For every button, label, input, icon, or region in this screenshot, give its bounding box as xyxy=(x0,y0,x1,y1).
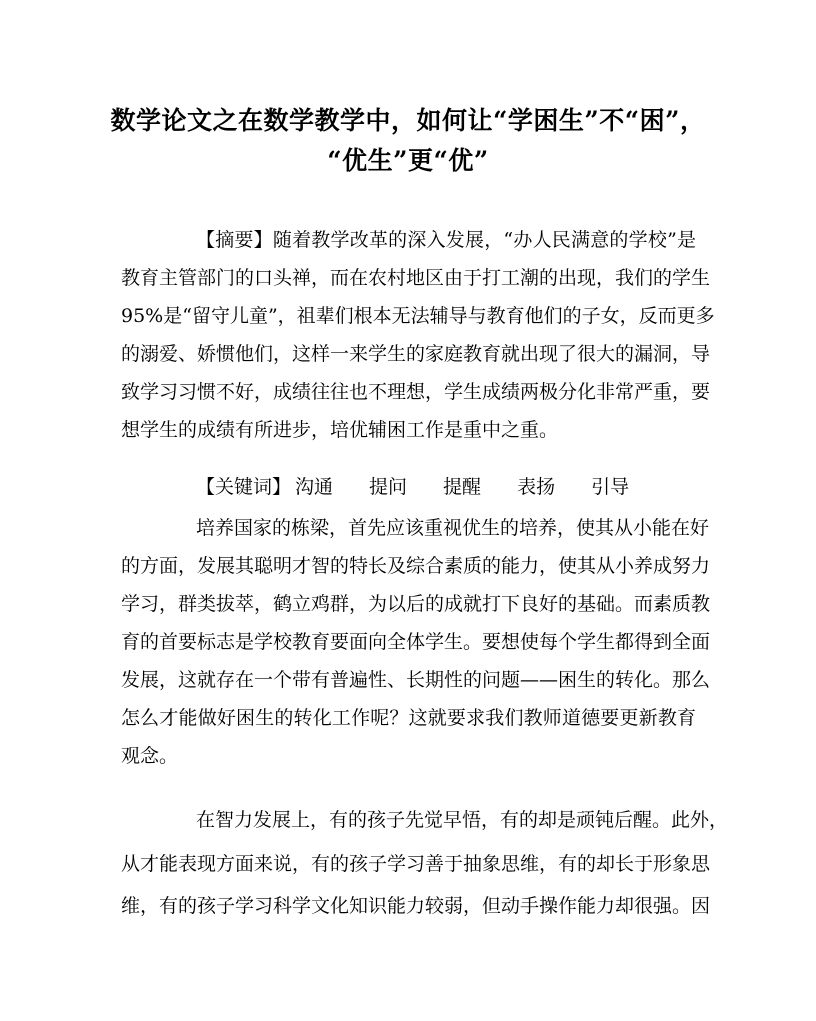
document-title-line-1: 数学论文之在数学教学中，如何让“学困生”不“困”， xyxy=(110,106,706,135)
paragraph-line: 发展，这就存在一个带有普遍性、长期性的问题——困生的转化。那么 xyxy=(121,669,711,691)
keyword: 沟通 xyxy=(295,476,334,498)
abstract-line: 教育主管部门的口头禅，而在农村地区由于打工潮的出现，我们的学生 xyxy=(121,267,711,289)
abstract-line: 致学习习惯不好，成绩往往也不理想，学生成绩两极分化非常严重，要 xyxy=(121,381,711,403)
abstract-line: 的溺爱、娇惯他们，这样一来学生的家庭教育就出现了很大的漏洞，导 xyxy=(121,343,711,365)
keywords-line xyxy=(196,474,629,500)
keyword: 引导 xyxy=(591,476,630,498)
paragraph-line: 维，有的孩子学习科学文化知识能力较弱，但动手操作能力却很强。因 xyxy=(121,895,711,917)
paragraph-line: 的方面，发展其聪明才智的特长及综合素质的能力，使其从小养成努力 xyxy=(121,555,711,577)
paragraph-line: 学习，群类拔萃，鹤立鸡群，为以后的成就打下良好的基础。而素质教 xyxy=(121,593,711,615)
abstract-line: 95%是“留守儿童”，祖辈们根本无法辅导与教育他们的子女，反而更多 xyxy=(121,305,715,327)
abstract-line: 【摘要】随着教学改革的深入发展，“办人民满意的学校”是 xyxy=(196,229,696,251)
keyword: 提问 xyxy=(369,476,408,498)
keyword: 表扬 xyxy=(517,476,556,498)
paragraph-line: 观念。 xyxy=(121,745,179,767)
paragraph-line: 从才能表现方面来说，有的孩子学习善于抽象思维，有的却长于形象思 xyxy=(121,853,711,875)
paragraph-line: 在智力发展上，有的孩子先觉早悟，有的却是顽钝后醒。此外， xyxy=(196,809,729,831)
document-title-line-2: “优生”更“优” xyxy=(327,146,489,175)
paragraph-line: 育的首要标志是学校教育要面向全体学生。要想使每个学生都得到全面 xyxy=(121,631,711,653)
paragraph-line: 怎么才能做好困生的转化工作呢？这就要求我们教师道德要更新教育 xyxy=(121,707,696,729)
keywords-label: 【关键词】 xyxy=(196,476,292,498)
paragraph-line: 培养国家的栋梁，首先应该重视优生的培养，使其从小能在好 xyxy=(196,517,710,539)
abstract-line: 想学生的成绩有所进步，培优辅困工作是重中之重。 xyxy=(121,419,559,441)
keyword: 提醒 xyxy=(443,476,482,498)
